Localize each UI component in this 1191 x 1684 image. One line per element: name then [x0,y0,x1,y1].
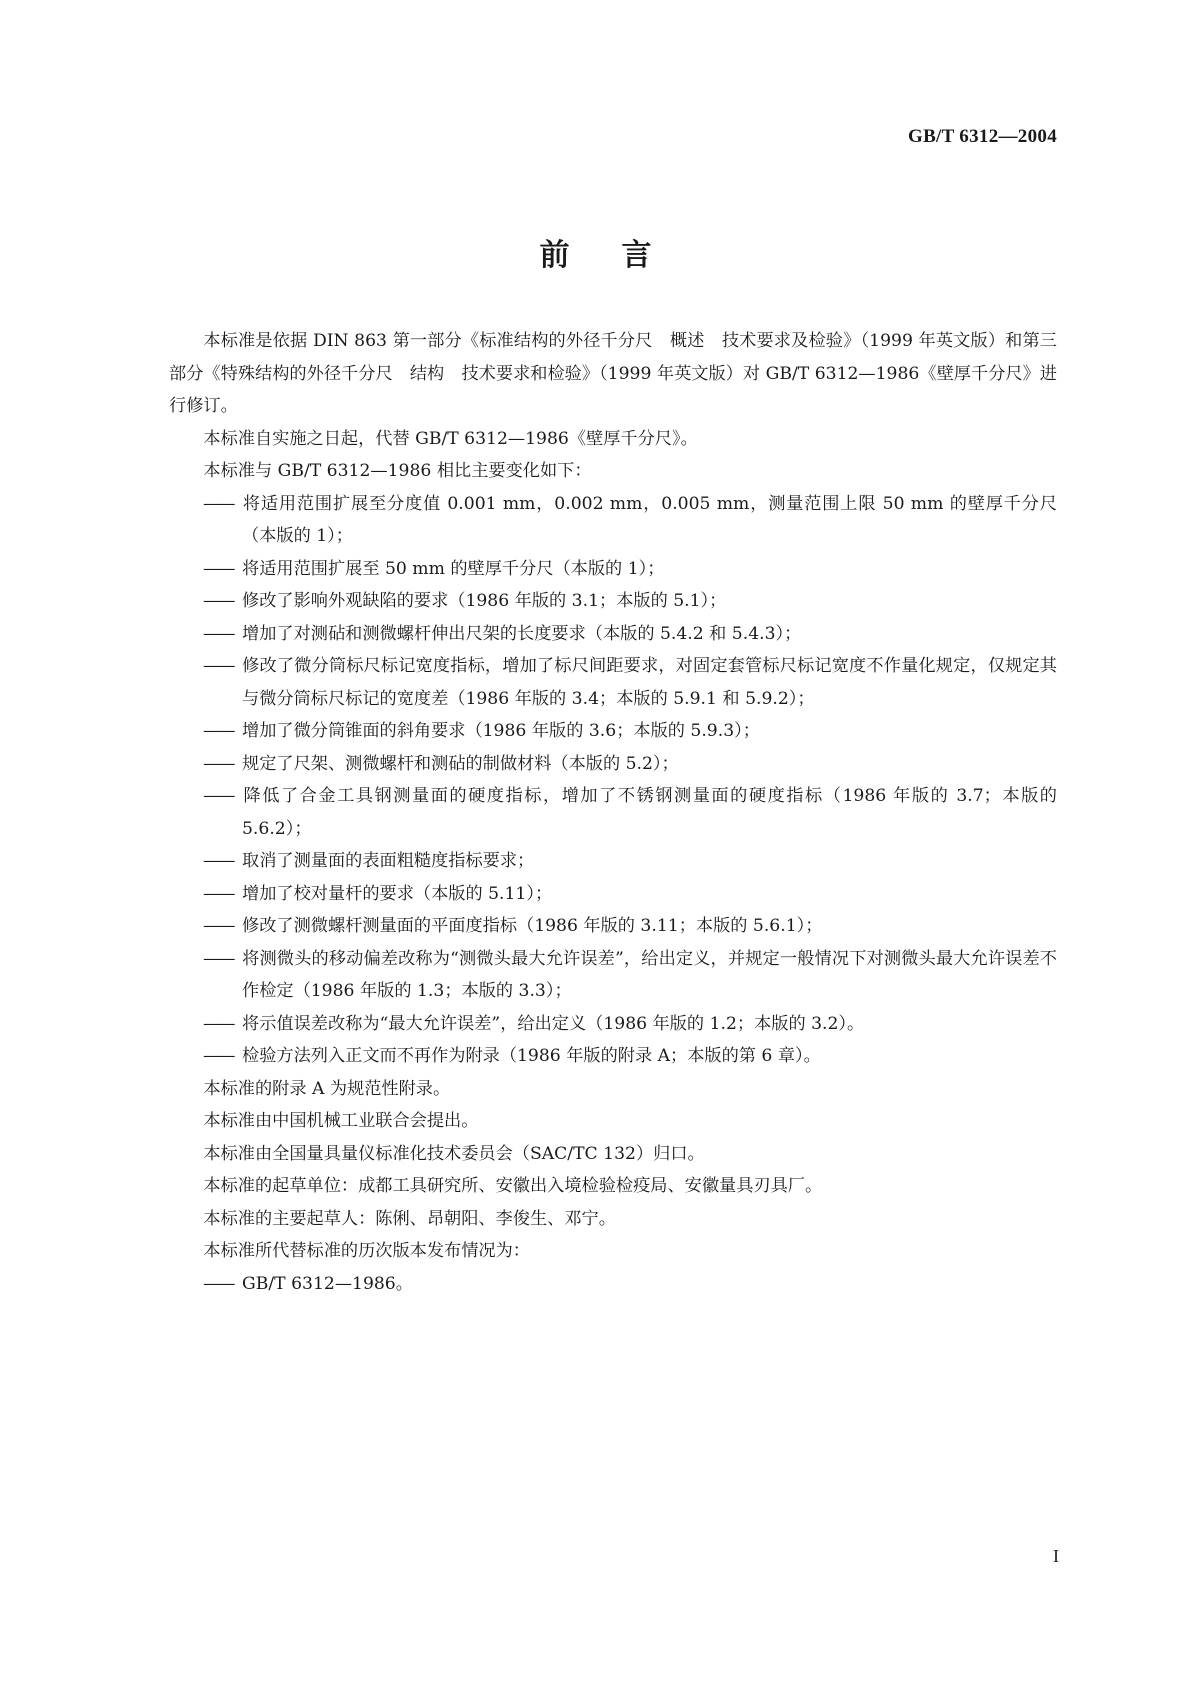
list-item-text: 将适用范围扩展至分度值 0.001 mm，0.002 mm，0.005 mm，测量范围上限 50 mm 的壁厚千分尺（本版的 1）； [242,493,1057,546]
list-item-text: 增加了微分筒锥面的斜角要求（1986 年版的 3.6；本版的 5.9.3）； [242,721,760,741]
list-item-text: 将测微头的移动偏差改称为“测微头最大允许误差”，给出定义，并规定一般情况下对测微头最大允许误差不作检定（1986 年版的 1.3；本版的 3.3）； [242,948,1057,1001]
list-item [203,585,1057,618]
dash-marker: —— [203,591,234,611]
list-item [203,1008,1057,1041]
dash-marker: —— [203,948,234,969]
dash-marker: —— [203,883,234,904]
list-item [203,553,1057,586]
standard-number: GB/T 6312—2004 [907,126,1057,147]
list-item [203,910,1057,943]
paragraph: 本标准自实施之日起，代替 GB/T 6312—1986《壁厚千分尺》。 [203,428,698,449]
list-item [203,878,1057,911]
dash-marker: —— [203,1046,234,1066]
list-item [203,1268,1057,1301]
paragraph: 本标准的附录 A 为规范性附录。 [203,1078,451,1099]
dash-marker: —— [203,1013,234,1034]
paragraph: 本标准与 GB/T 6312—1986 相比主要变化如下： [203,461,592,481]
paragraph: 本标准的起草单位：成都工具研究所、安徽出入境检验检疫局、安徽量具刃具厂。 [203,1176,823,1196]
dash-marker: —— [203,786,234,806]
list-item [203,748,1057,781]
dash-marker: —— [203,753,234,774]
list-item-text: 取消了测量面的表面粗糙度指标要求； [242,851,535,871]
list-item-text: 修改了影响外观缺陷的要求（1986 年版的 3.1；本版的 5.1）； [242,591,727,611]
dash-marker: —— [203,656,234,676]
dash-marker: —— [203,623,234,644]
dash-marker: —— [203,558,234,579]
list-item-text: 修改了测微螺杆测量面的平面度指标（1986 年版的 3.11；本版的 5.6.1）； [242,916,823,936]
list-item-text: 增加了校对量杆的要求（本版的 5.11）； [242,883,553,904]
paragraph: 本标准由全国量具量仪标准化技术委员会（SAC/TC 132）归口。 [203,1143,705,1164]
page-number: I [1053,1546,1059,1566]
list-item [203,1040,1057,1073]
paragraph: 本标准是依据 DIN 863 第一部分《标准结构的外径千分尺 概述 技术要求及检验》（1999 年英文版）和第三部分《特殊结构的外径千分尺 结构 技术要求和检验》（1999 年英文版）对 GB/T 6312—1986《壁厚千分尺》进行修订。 [169,331,1057,416]
document-body [169,325,1057,1300]
dash-marker: —— [203,721,234,741]
list-item [203,650,1057,715]
list-item [203,715,1057,748]
list-item-text: 将示值误差改称为“最大允许误差”，给出定义（1986 年版的 1.2；本版的 3.2）。 [242,1013,865,1034]
dash-marker: —— [203,493,234,514]
list-item-text: 规定了尺架、测微螺杆和测砧的制做材料（本版的 5.2）； [242,753,679,774]
paragraph: 本标准所代替标准的历次版本发布情况为： [203,1241,530,1261]
list-item-text: 增加了对测砧和测微螺杆伸出尺架的长度要求（本版的 5.4.2 和 5.4.3）； [242,623,802,644]
list-item-text: 修改了微分筒标尺标记宽度指标，增加了标尺间距要求，对固定套管标尺标记宽度不作量化规定，仅规定其与微分筒标尺标记的宽度差（1986 年版的 3.4；本版的 5.9.1 和 5.9.2）； [242,656,1057,709]
list-item-text: 将适用范围扩展至 50 mm 的壁厚千分尺（本版的 1）； [242,558,665,579]
paragraph: 本标准由中国机械工业联合会提出。 [203,1111,479,1131]
paragraph: 本标准的主要起草人：陈俐、昂朝阳、李俊生、邓宁。 [203,1208,616,1229]
list-item [203,488,1057,553]
list-item-text: 降低了合金工具钢测量面的硬度指标，增加了不锈钢测量面的硬度指标（1986 年版的 3.7；本版的 5.6.2）； [242,786,1057,839]
dash-marker: —— [203,916,234,936]
list-item [203,943,1057,1008]
list-item [203,618,1057,651]
list-item [203,845,1057,878]
page-title: 前言 [539,238,704,273]
list-item [203,780,1057,845]
dash-marker: —— [203,851,234,871]
list-item-text: 检验方法列入正文而不再作为附录（1986 年版的附录 A；本版的第 6 章）。 [242,1046,821,1066]
changes-list [169,488,1057,1073]
list-item-text: GB/T 6312—1986。 [242,1273,413,1294]
dash-marker: —— [203,1273,234,1294]
history-list [169,1268,1057,1301]
